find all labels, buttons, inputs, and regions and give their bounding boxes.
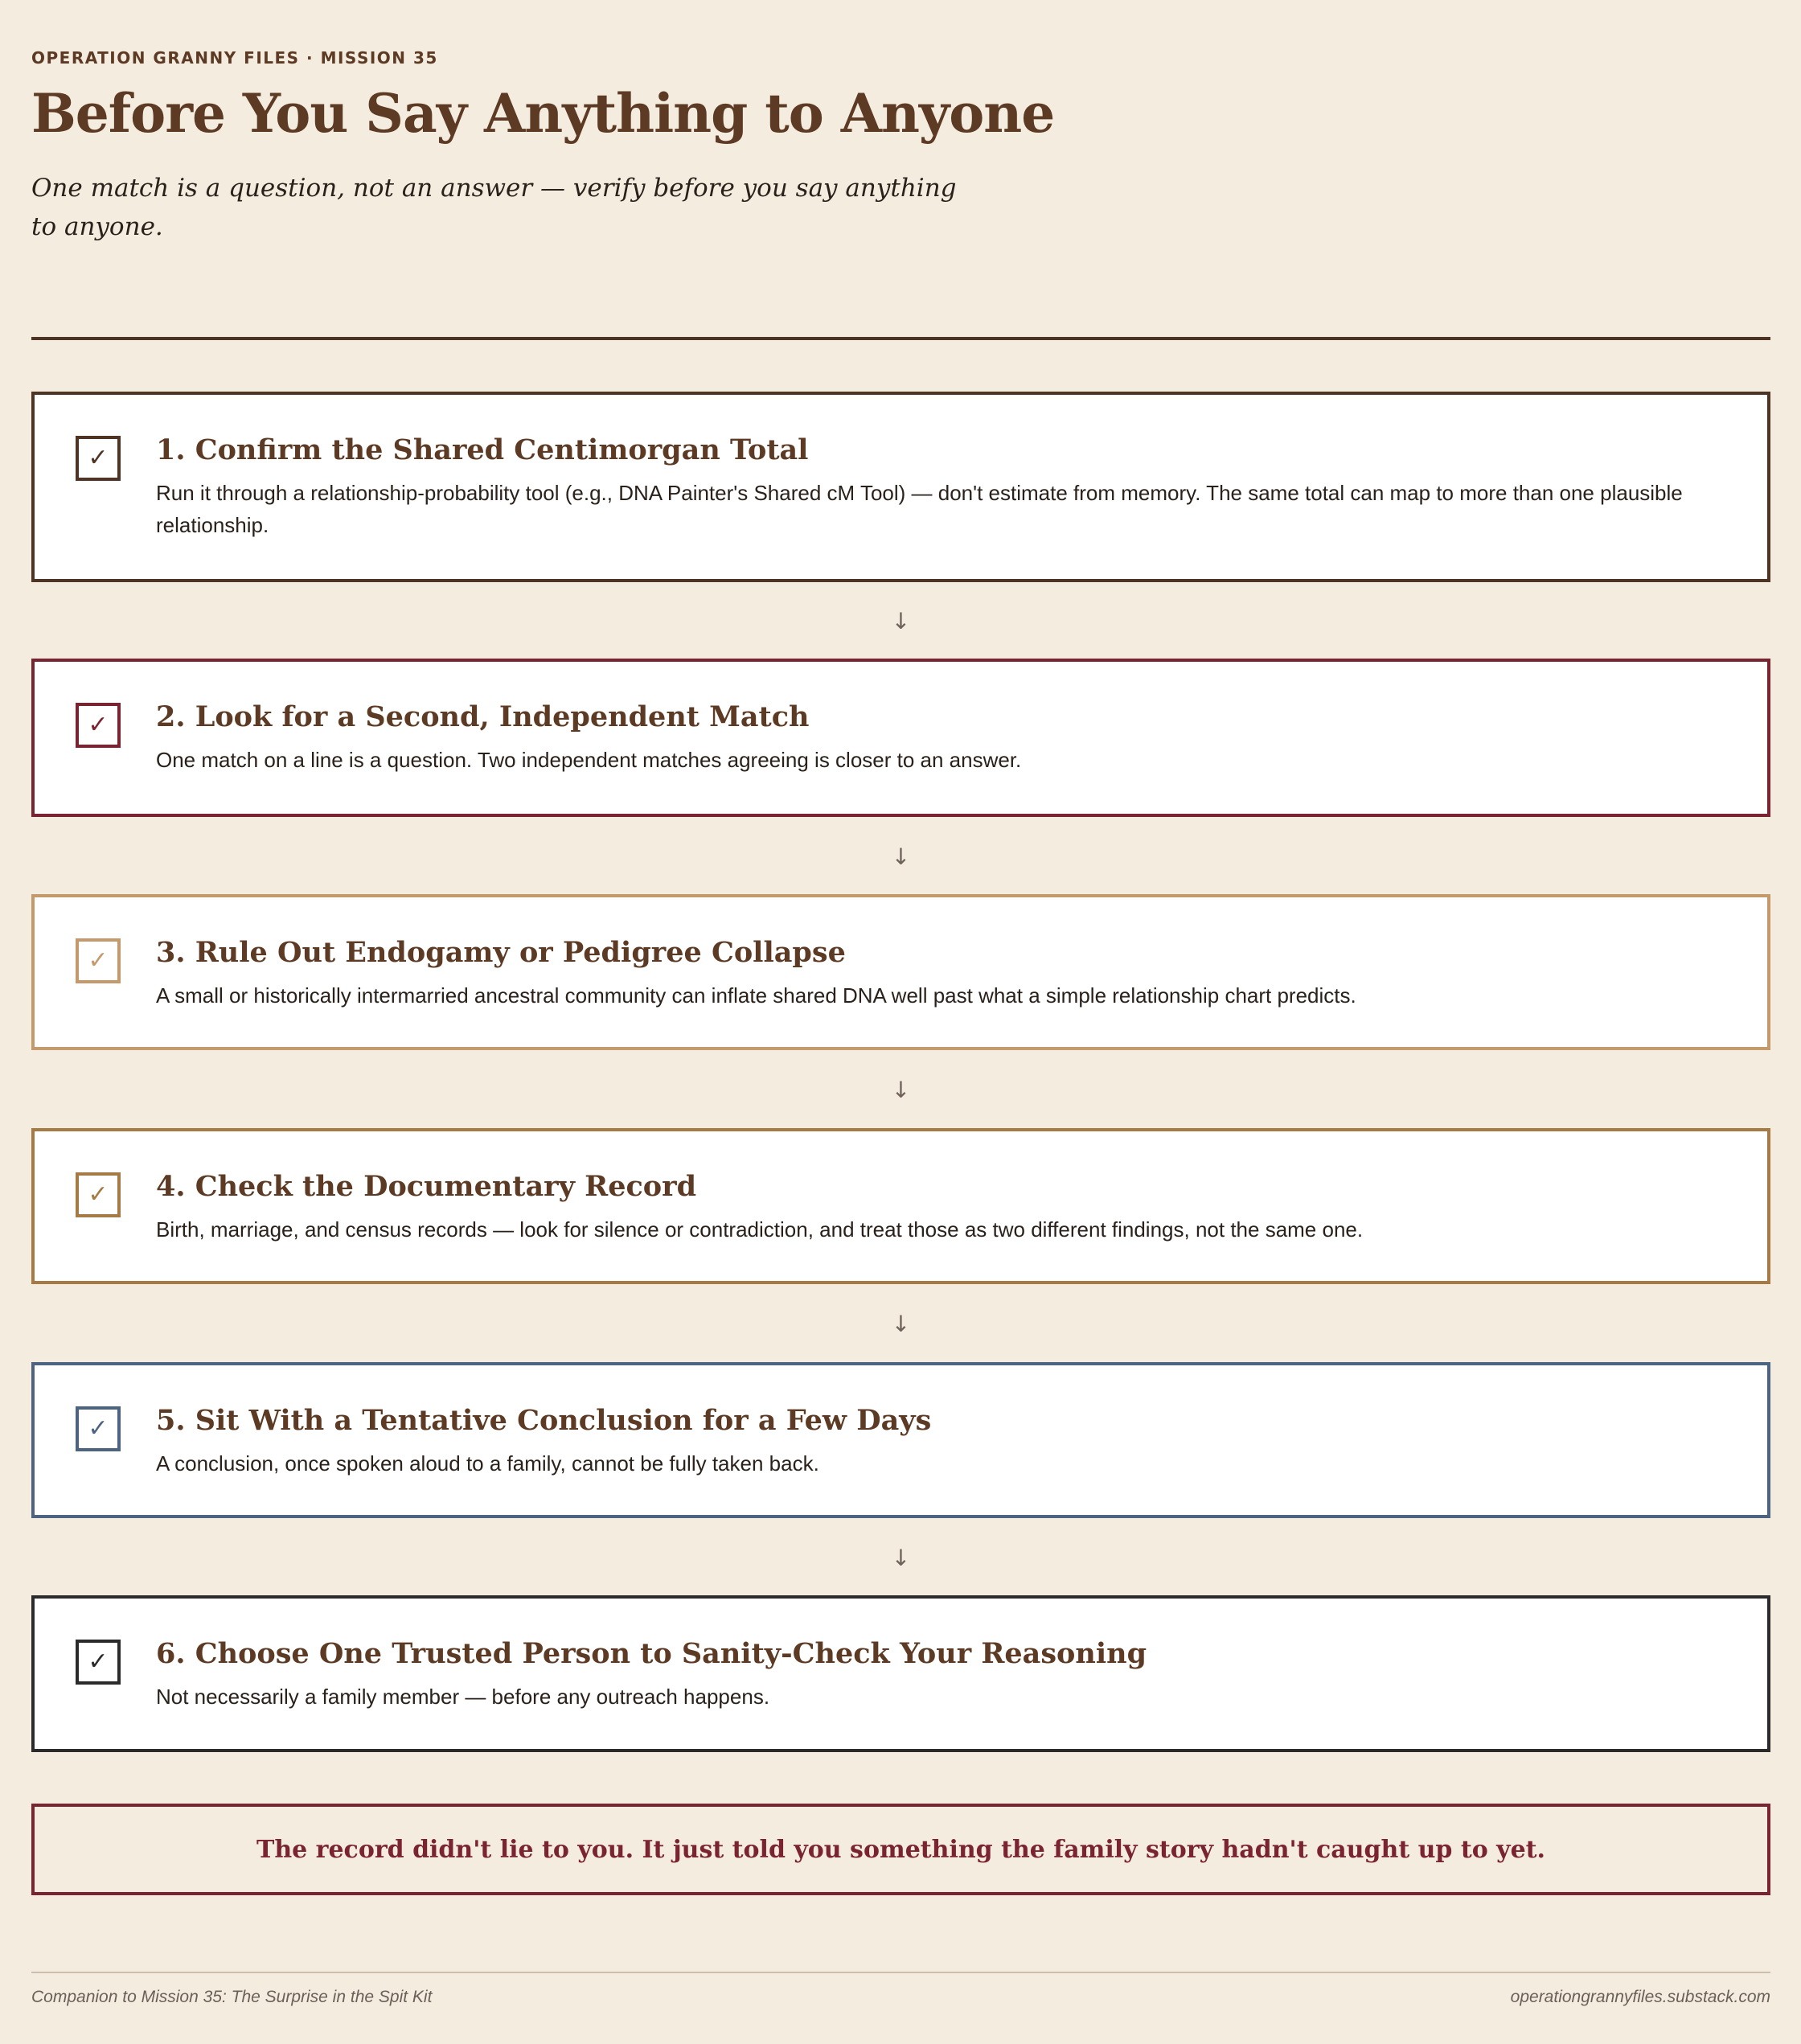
checkbox-icon[interactable]: ✓ (76, 1640, 121, 1685)
step-description: Birth, marriage, and census records — look for silence or contradiction, and treat those as two different findings, not the same one. (156, 1217, 1364, 1242)
step-card-6 (31, 1595, 1770, 1752)
step-title: 4. Check the Documentary Record (156, 1170, 697, 1203)
step-title: 1. Confirm the Shared Centimorgan Total (156, 433, 809, 466)
step-description: One match on a line is a question. Two independent matches agreeing is closer to an answer. (156, 748, 1022, 772)
step-title: 5. Sit With a Tentative Conclusion for a Few Days (156, 1404, 932, 1437)
step-card-4 (31, 1128, 1770, 1284)
step-card-5 (31, 1362, 1770, 1518)
closing-quote: The record didn't lie to you. It just told you something the family story hadn't caught up to yet. (256, 1835, 1545, 1864)
step-title: 6. Choose One Trusted Person to Sanity-Check Your Reasoning (156, 1637, 1147, 1670)
step-description: Not necessarily a family member — before any outreach happens. (156, 1685, 770, 1709)
step-card-1 (31, 392, 1770, 582)
checkbox-icon[interactable]: ✓ (76, 436, 121, 481)
step-card-3 (31, 894, 1770, 1050)
footer-divider (31, 1972, 1770, 1973)
footer-site-link[interactable]: operationgrannyfiles.substack.com (1510, 1988, 1770, 2006)
step-title: 3. Rule Out Endogamy or Pedigree Collapse (156, 936, 846, 969)
page-subtitle: One match is a question, not an answer — verify before you say anything to anyone. (31, 174, 957, 241)
down-arrow-icon: ↓ (891, 608, 911, 634)
checkbox-icon[interactable]: ✓ (76, 703, 121, 748)
down-arrow-icon: ↓ (891, 1545, 911, 1571)
checkbox-icon[interactable]: ✓ (76, 1406, 121, 1451)
header-divider (31, 337, 1770, 340)
step-description: Run it through a relationship-probability tool (e.g., DNA Painter's Shared cM Tool) — don't estimate from memory. The same total can map to more than one plausible relationship. (156, 481, 1683, 537)
down-arrow-icon: ↓ (891, 1077, 911, 1103)
series-eyebrow: OPERATION GRANNY FILES · MISSION 35 (31, 48, 438, 68)
step-description: A conclusion, once spoken aloud to a family, cannot be fully taken back. (156, 1451, 819, 1476)
down-arrow-icon: ↓ (891, 1311, 911, 1337)
step-title: 2. Look for a Second, Independent Match (156, 700, 810, 733)
footer-companion-note: Companion to Mission 35: The Surprise in the Spit Kit (31, 1988, 433, 2006)
checkbox-icon[interactable]: ✓ (76, 1172, 121, 1217)
step-card-2 (31, 659, 1770, 817)
step-description: A small or historically intermarried ancestral community can inflate shared DNA well past what a simple relationship chart predicts. (156, 983, 1356, 1008)
checkbox-icon[interactable]: ✓ (76, 938, 121, 983)
down-arrow-icon: ↓ (891, 843, 911, 870)
page-title: Before You Say Anything to Anyone (31, 82, 1055, 145)
closing-quote-box (31, 1804, 1770, 1895)
